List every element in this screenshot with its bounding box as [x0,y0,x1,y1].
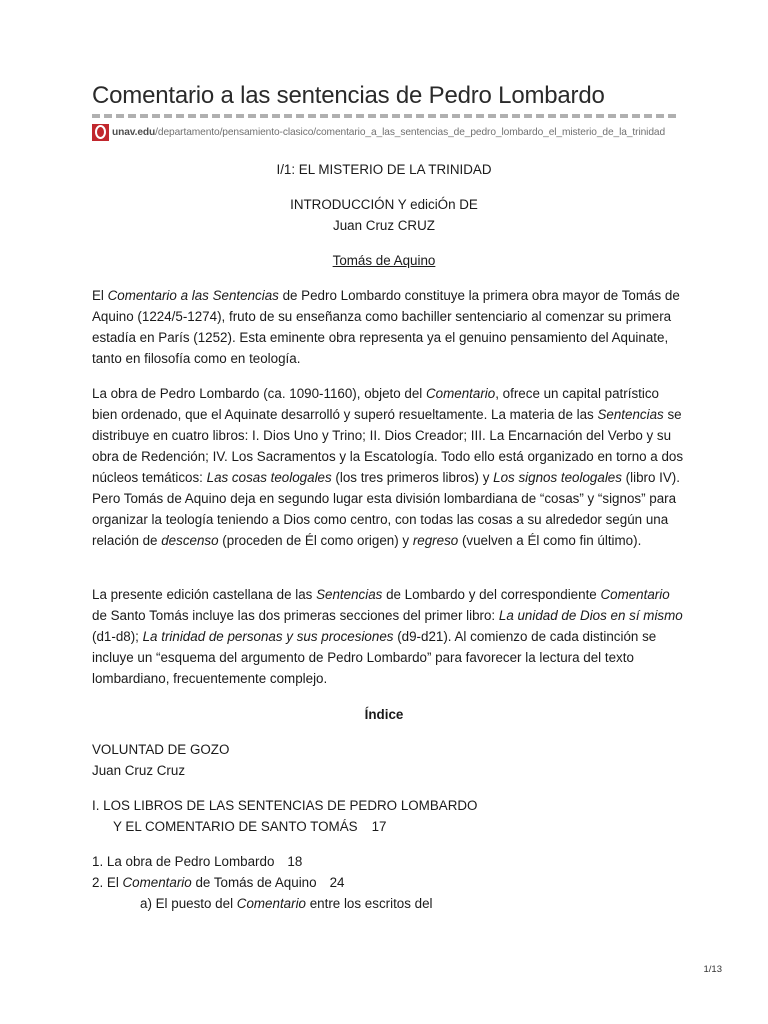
author-link[interactable]: Tomás de Aquino [332,253,436,268]
page-number: 1/13 [703,964,722,975]
toc-page-number: 17 [371,819,387,834]
paragraph-2: La obra de Pedro Lombardo (ca. 1090-1160), objeto del Comentario, ofrece un capital patrístico bien ordenado, que el Aquinate desarrolló y superó resueltamente. La materia de las Sentencias se distribuye en cuatro libros: I. Dios Uno y Trino; II. Dios Creador; III. La Encarnación del Verbo y su obra de Redención; IV. Los Sacramentos y la Escatología. Todo ello está organizado en torno a dos núcleos temáticos: Las cosas teologales (los tres primeros libros) y Los signos teologales (libro IV). Pero Tomás de Aquino deja en segundo lugar esta división lombardiana de “cosas” y “signos” para organizar la teología teniendo a Dios como centro, con todas las cosas a su alrededor según una relación de descenso (proceden de Él como origen) y regreso (vuelven a Él como fin último). [92,386,684,548]
author-heading [0,250,768,271]
dashed-divider [92,114,676,118]
source-url[interactable] [112,127,665,138]
toc-item-2: 2. El Comentario de Tomás de Aquino 24 [92,875,345,890]
toc-part-1-line-1: I. LOS LIBROS DE LAS SENTENCIAS DE PEDRO LOMBARDO [92,798,478,813]
toc-preface-title: VOLUNTAD DE GOZO [92,742,230,757]
index-heading: Índice [364,707,404,722]
source-url-domain: unav.edu [112,126,156,138]
document-title: Comentario a las sentencias de Pedro Lombardo [92,82,605,109]
source-url-path: /departamento/pensamiento-clasico/comentario_a_las_sentencias_de_pedro_lombardo_el_misterio_de_la_trinidad [155,126,666,138]
toc-page-number: 18 [287,854,303,869]
toc-item-1: 1. La obra de Pedro Lombardo 18 [92,854,303,869]
paragraph-3: La presente edición castellana de las Sentencias de Lombardo y del correspondiente Comentario de Santo Tomás incluye las dos primeras secciones del primer libro: La unidad de Dios en sí mismo (d1-d8); La trinidad de personas y sus procesiones (d9-d21). Al comienzo de cada distinción se incluye un “esquema del argumento de Pedro Lombardo” para favorecer la lectura del texto lombardiano, frecuentemente complejo. [92,587,683,686]
toc-page-number: 24 [329,875,345,890]
volume-heading: I/1: EL MISTERIO DE LA TRINIDAD [276,162,492,177]
toc-part-1-line-2: Y EL COMENTARIO DE SANTO TOMÁS 17 [113,819,387,834]
editor-name: Juan Cruz CRUZ [333,218,435,233]
unav-logo-icon [92,124,109,141]
toc-subitem-a: a) El puesto del Comentario entre los escritos del [140,896,433,911]
toc-preface-author: Juan Cruz Cruz [92,763,186,778]
paragraph-1: El Comentario a las Sentencias de Pedro Lombardo constituye la primera obra mayor de Tomás de Aquino (1224/5-1274), fruto de su enseñanza como bachiller sentenciario al comenzar su primera estadía en París (1252). Esta eminente obra representa ya el genuino pensamiento del Aquinate, tanto en filosofía como en teología. [92,288,680,366]
intro-heading: INTRODUCCIÓN Y ediciÓn DE [290,197,478,212]
source-url-row[interactable] [92,123,665,141]
